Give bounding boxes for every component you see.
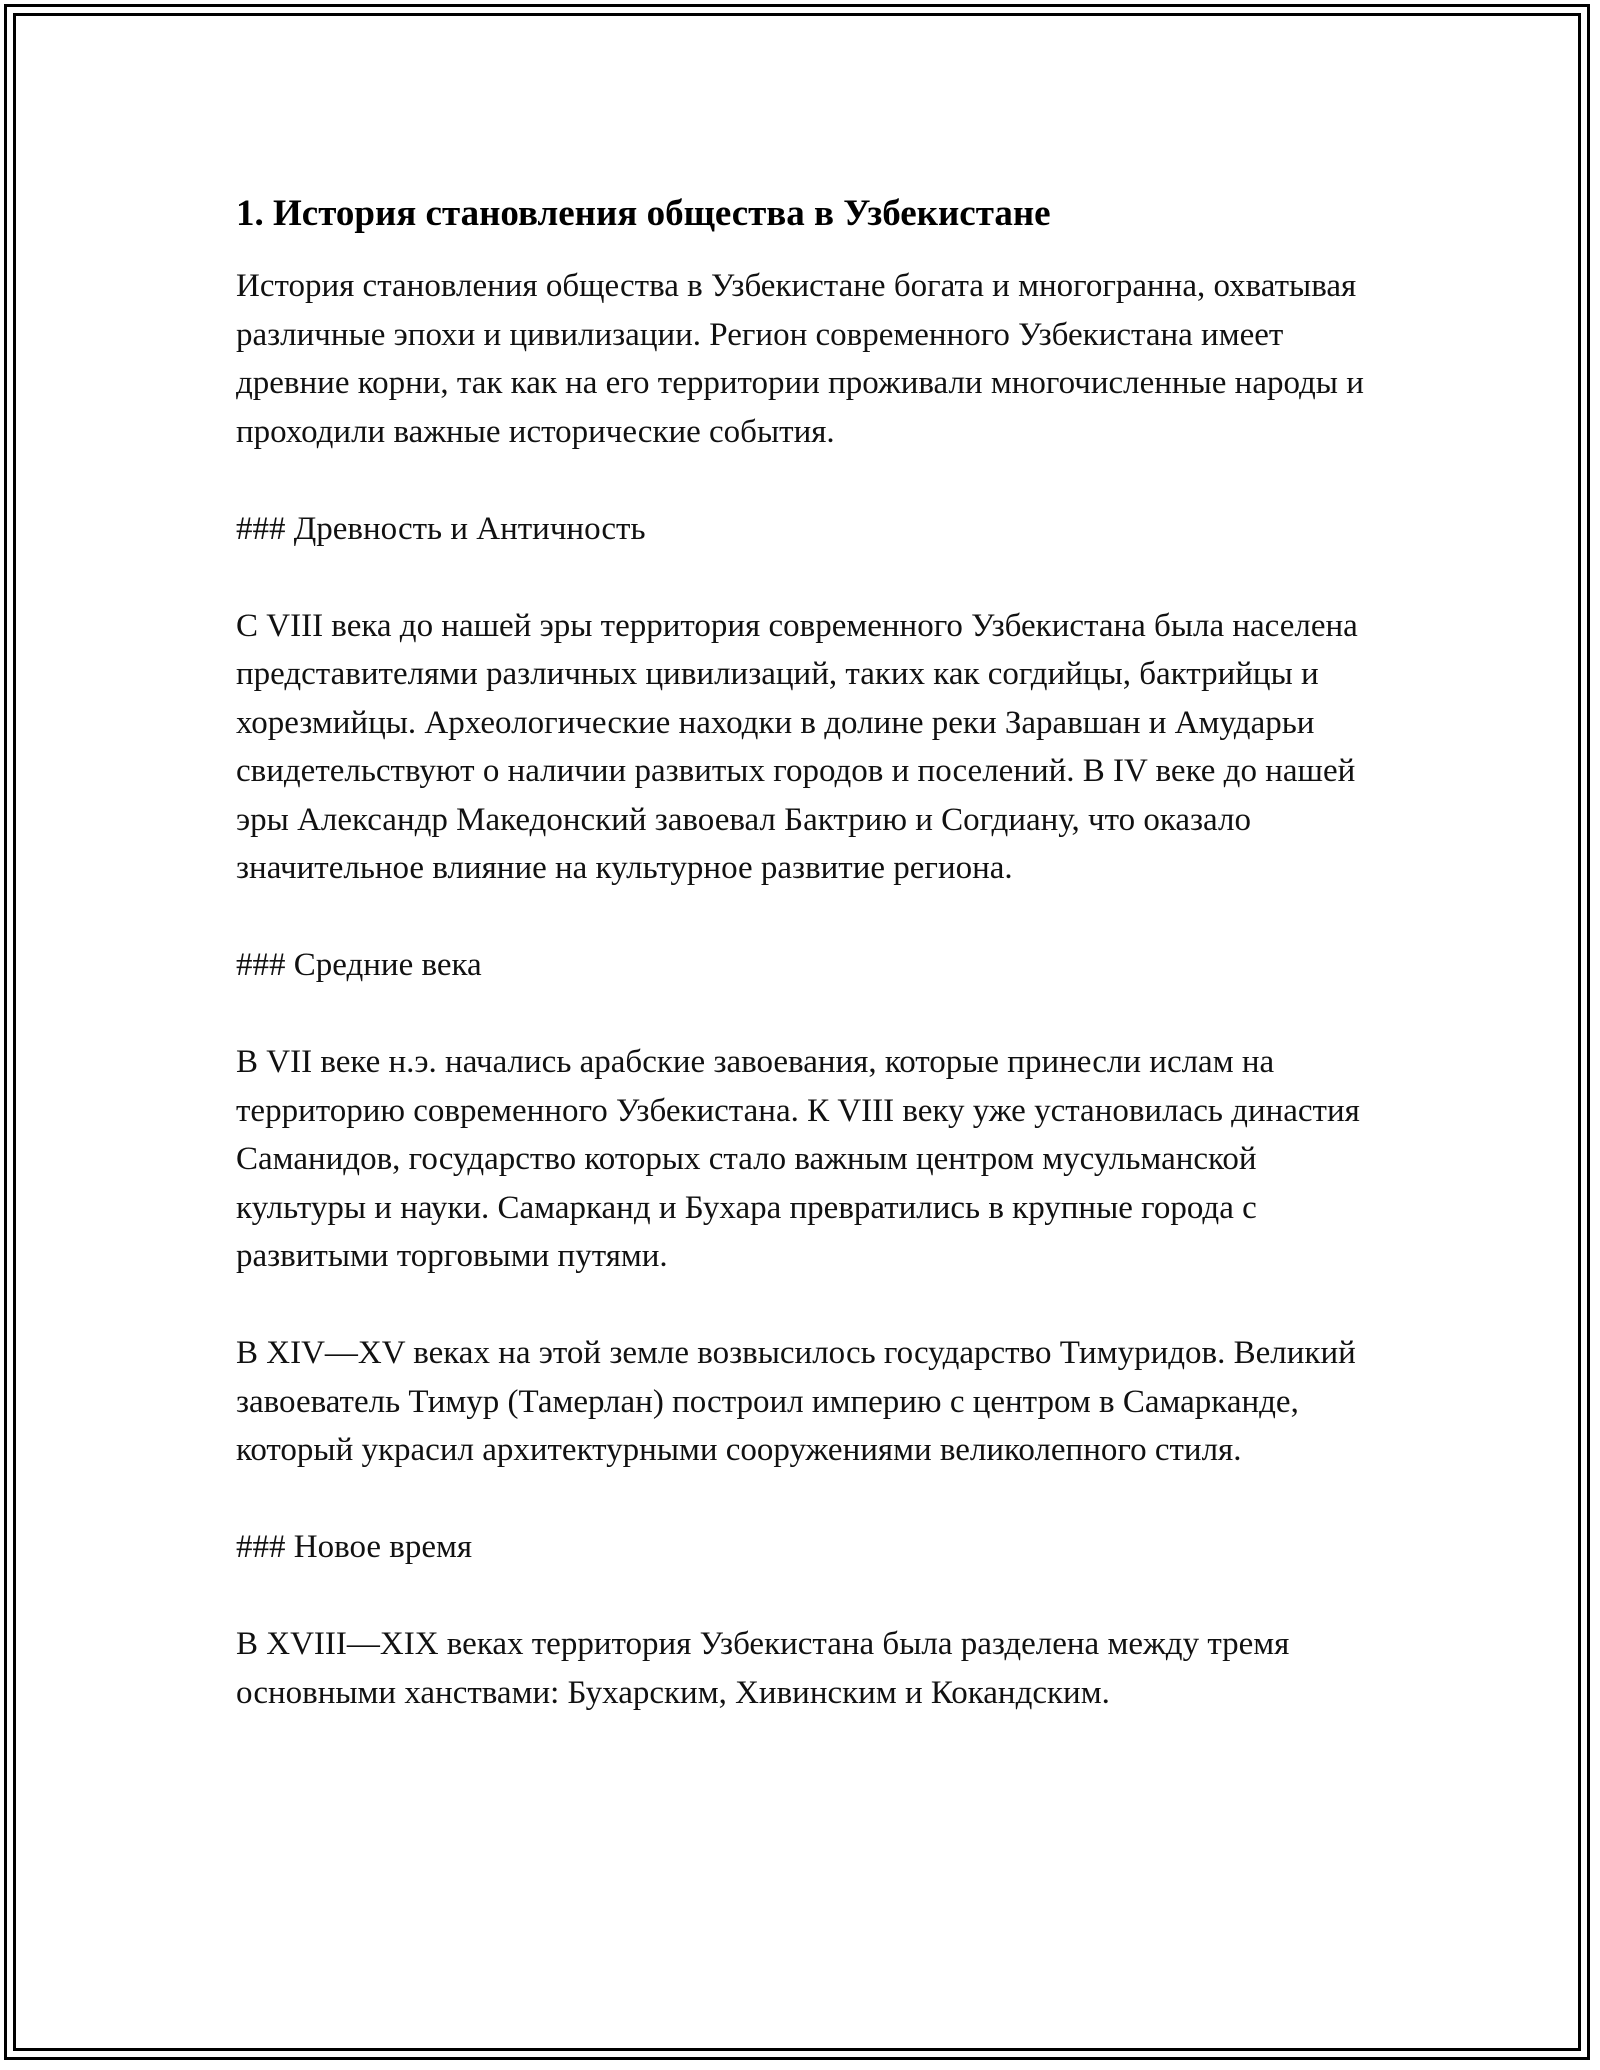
section-heading-antiquity: ### Древность и Античность xyxy=(236,510,646,547)
document-title: 1. История становления общества в Узбекистане xyxy=(236,193,1051,234)
paragraph-antiquity: С VIII века до нашей эры территория современного Узбекистана была населена представителями различных цивилизаций, таких как согдийцы, бактрийцы и хорезмийцы. Археологические находки в долине реки Заравшан и Амударьи свидетельствуют о наличии развитых городов и поселений. В IV веке до нашей эры Александр Македонский завоевал Бактрию и Согдиану, что оказало значительное влияние на культурное развитие региона. xyxy=(236,607,1358,886)
paragraph-modern-times: В XVIII—XIX веках территория Узбекистана была разделена между тремя основными ханствами: Бухарским, Хивинским и Кокандским. xyxy=(236,1626,1290,1711)
paragraph-middle-ages-1: В VII веке н.э. начались арабские завоевания, которые принесли ислам на территорию современного Узбекистана. К VIII веку уже установилась династия Саманидов, государство которых стало важным центром мусульманской культуры и науки. Самарканд и Бухара превратились в крупные города с развитыми торговыми путями. xyxy=(236,1044,1360,1274)
paragraph-middle-ages-2: В XIV—XV веках на этой земле возвысилось государство Тимуридов. Великий завоеватель Тимур (Тамерлан) построил империю с центром в Самарканде, который украсил архитектурными сооружениями великолепного стиля. xyxy=(236,1335,1356,1468)
section-heading-middle-ages: ### Средние века xyxy=(236,947,482,983)
document-body xyxy=(236,182,1386,1766)
section-heading-modern-times: ### Новое время xyxy=(236,1529,473,1565)
intro-paragraph: История становления общества в Узбекистане богата и многогранна, охватывая различные эпохи и цивилизации. Регион современного Узбекистана имеет древние корни, так как на его территории проживали многочисленные народы и проходили важные исторические события. xyxy=(236,268,1364,450)
